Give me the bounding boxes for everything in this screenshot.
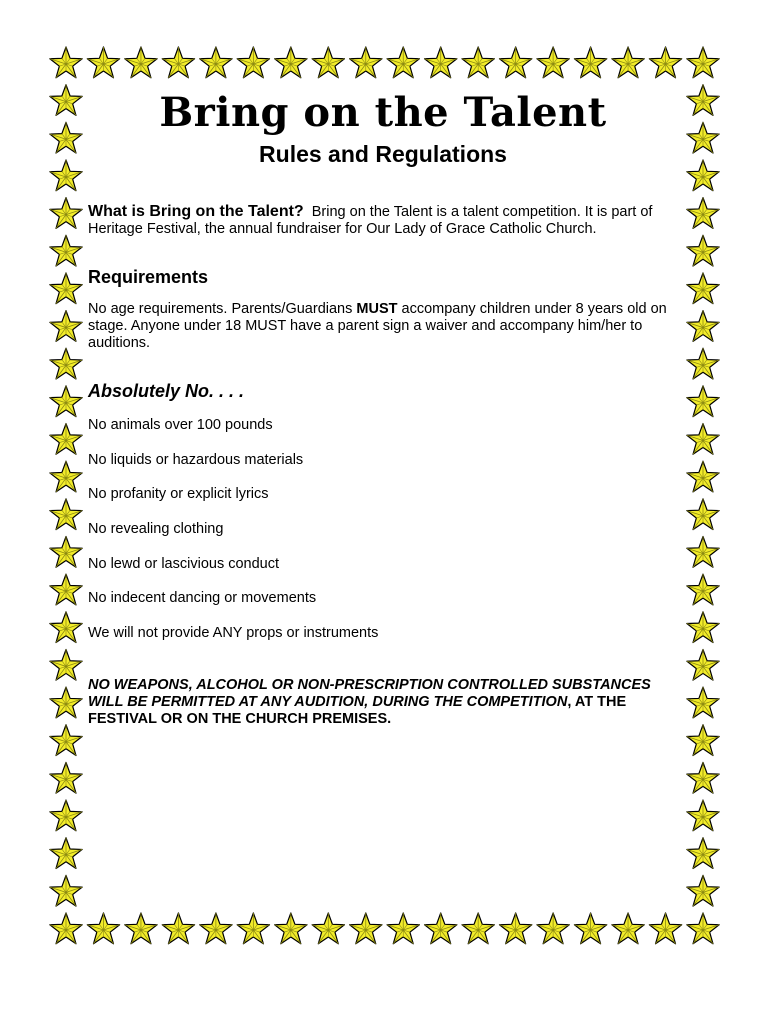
star-icon (237, 913, 269, 944)
star-icon (87, 47, 119, 78)
star-icon (125, 913, 157, 944)
star-icon (50, 499, 82, 530)
star-icon (612, 47, 644, 78)
star-icon (687, 198, 719, 229)
star-icon (649, 913, 681, 944)
star-icon (50, 800, 82, 831)
star-icon (687, 800, 719, 831)
star-icon (687, 838, 719, 869)
star-icon (612, 913, 644, 944)
star-icon (125, 47, 157, 78)
star-icon (50, 687, 82, 718)
star-icon (687, 499, 719, 530)
requirements-text-before: No age requirements. Parents/Guardians (88, 301, 357, 317)
star-icon (237, 47, 269, 78)
rule-item: We will not provide ANY props or instruments (88, 625, 379, 642)
star-icon (50, 461, 82, 492)
requirements-paragraph (88, 301, 678, 352)
star-icon (387, 47, 419, 78)
star-icon (687, 235, 719, 266)
star-icon (499, 47, 531, 78)
star-icon (312, 913, 344, 944)
star-icon (50, 913, 82, 944)
star-icon (425, 913, 457, 944)
rule-item: No revealing clothing (88, 521, 224, 538)
star-icon (425, 47, 457, 78)
rule-item: No lewd or lascivious conduct (88, 555, 280, 572)
star-icon (687, 762, 719, 793)
star-icon (687, 461, 719, 492)
star-icon (687, 47, 719, 78)
star-icon (350, 913, 382, 944)
document-body (88, 84, 678, 727)
star-icon (50, 574, 82, 605)
requirements-text-after: accompany children under 8 years old on stage. Anyone under 18 MUST have a parent sign a waiver and accompany him/her to auditions. (88, 301, 667, 351)
star-icon (50, 424, 82, 455)
star-icon (687, 536, 719, 567)
star-icon (574, 47, 606, 78)
star-icon (50, 725, 82, 756)
star-icon (50, 536, 82, 567)
star-icon (87, 913, 119, 944)
star-icon (162, 47, 194, 78)
star-icon (200, 47, 232, 78)
page-title: Bring on the Talent (159, 89, 607, 136)
star-icon (499, 913, 531, 944)
star-icon (462, 47, 494, 78)
star-icon (275, 913, 307, 944)
star-icon (50, 85, 82, 116)
star-icon (687, 612, 719, 643)
star-icon (687, 875, 719, 906)
star-icon (312, 47, 344, 78)
prohibited-substances-warning (88, 677, 678, 728)
star-icon (275, 47, 307, 78)
star-icon (687, 160, 719, 191)
star-icon (462, 913, 494, 944)
star-icon (687, 649, 719, 680)
rule-item: No liquids or hazardous materials (88, 451, 304, 468)
star-icon (687, 424, 719, 455)
rule-item: No indecent dancing or movements (88, 590, 317, 607)
star-icon (687, 348, 719, 379)
star-icon (687, 273, 719, 304)
star-icon (50, 762, 82, 793)
star-icon (200, 913, 232, 944)
intro-lead: What is Bring on the Talent? (88, 203, 304, 220)
star-icon (50, 198, 82, 229)
star-icon (50, 47, 82, 78)
absolutely-no-heading: Absolutely No. . . . (88, 381, 245, 401)
star-icon (162, 913, 194, 944)
star-icon (50, 122, 82, 153)
rules-list (88, 417, 378, 660)
intro-paragraph (88, 203, 678, 238)
star-icon (50, 235, 82, 266)
star-icon (687, 386, 719, 417)
warning-italic-text: NO WEAPONS, ALCOHOL OR NON-PRESCRIPTION CONTROLLED SUBSTANCES WILL BE PERMITTED AT ANY AUDITION, DURING THE COMPETITION (88, 677, 651, 710)
warning-rest-text: , AT THE FESTIVAL OR ON THE CHURCH PREMISES. (88, 694, 627, 727)
star-icon (687, 311, 719, 342)
star-icon (537, 913, 569, 944)
requirements-emphasis: MUST (356, 301, 398, 317)
star-icon (50, 649, 82, 680)
star-icon (387, 913, 419, 944)
star-icon (687, 85, 719, 116)
star-icon (350, 47, 382, 78)
star-icon (537, 47, 569, 78)
star-icon (50, 612, 82, 643)
star-icon (687, 574, 719, 605)
star-icon (50, 875, 82, 906)
rule-item: No profanity or explicit lyrics (88, 486, 269, 503)
star-icon (50, 311, 82, 342)
requirements-heading: Requirements (88, 267, 209, 287)
star-icon (50, 838, 82, 869)
star-icon (687, 687, 719, 718)
star-icon (50, 273, 82, 304)
intro-text: Bring on the Talent is a talent competition. It is part of Heritage Festival, the annual fundraiser for Our Lady of Grace Catholic Church. (88, 204, 653, 237)
star-icon (50, 348, 82, 379)
star-icon (687, 913, 719, 944)
star-icon (687, 725, 719, 756)
star-icon (50, 386, 82, 417)
star-icon (687, 122, 719, 153)
star-icon (649, 47, 681, 78)
rule-item: No animals over 100 pounds (88, 417, 273, 433)
star-icon (50, 160, 82, 191)
page-subtitle: Rules and Regulations (259, 141, 507, 167)
star-icon (574, 913, 606, 944)
